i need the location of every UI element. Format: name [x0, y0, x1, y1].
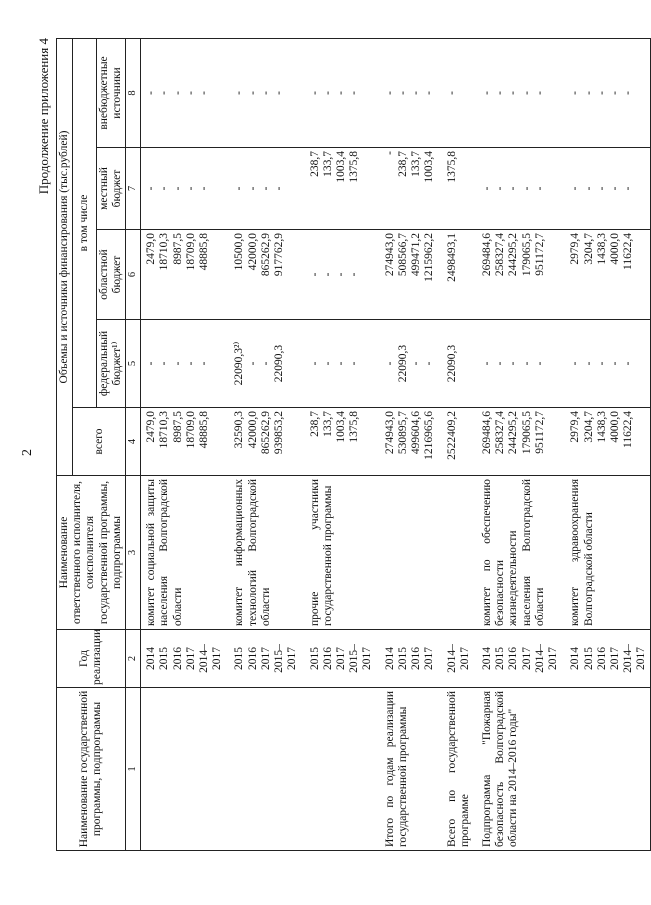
- page-number: 2: [20, 449, 35, 456]
- table-row: [141, 38, 226, 850]
- table-row: [301, 38, 376, 850]
- cell-years: 2015 2016 2017 2015–2017: [225, 630, 300, 688]
- cell-program: Подпрограмма "Пожарная безопасность Волгоградской области на 2014–2016 годы": [473, 688, 561, 851]
- cell-total: 274943,0 530895,7 499604,6 1216965,6: [376, 408, 438, 476]
- cell-regional: 269484,6 258327,4 244295,2 179065,5 951172,7: [473, 230, 561, 320]
- cell-extra: - - - -: [376, 38, 438, 147]
- header-federal: федеральный бюджет¹⁾: [96, 320, 125, 408]
- cell-local: - 238,7 133,7 1003,4: [376, 148, 438, 230]
- column-number: 3: [126, 476, 141, 630]
- cell-executor: комитет социальной защиты населения Волгоградской области: [141, 476, 226, 630]
- cell-program: [561, 688, 650, 851]
- cell-years: 2014 2015 2016 2017: [376, 630, 438, 688]
- header-regional: областной бюджет: [96, 230, 125, 320]
- header-total: всего: [73, 408, 126, 476]
- cell-executor: комитет информационных технологий Волгоградской области: [225, 476, 300, 630]
- cell-extra: - - - - -: [141, 38, 226, 147]
- cell-regional: 274943,0 508566,7 499471,2 1215962,2: [376, 230, 438, 320]
- cell-extra: - - - - -: [473, 38, 561, 147]
- cell-regional: 10500,0 42000,0 865262,9 917762,9: [225, 230, 300, 320]
- cell-extra: - - - -: [301, 38, 376, 147]
- header-executor: Наименование ответственного исполнителя, соисполнителя государственной программы, подпрограммы: [57, 476, 126, 630]
- cell-federal: - - - - -: [141, 320, 226, 408]
- cell-program: Итого по годам реализации государственной программы: [376, 688, 438, 851]
- cell-program: Всего по государственной программе: [438, 688, 473, 851]
- cell-total: 2979,4 3204,7 1438,3 4000,0 11622,4: [561, 408, 650, 476]
- cell-extra: -: [438, 38, 473, 147]
- cell-executor: комитет здравоохранения Волгоградской области: [561, 476, 650, 630]
- financing-table: [56, 38, 651, 851]
- continuation-label: Продолжение приложения 4: [36, 38, 51, 195]
- cell-regional: 2979,4 3204,7 1438,3 4000,0 11622,4: [561, 230, 650, 320]
- cell-years: 2015 2016 2017 2015–2017: [301, 630, 376, 688]
- cell-federal: 22090,3: [438, 320, 473, 408]
- cell-executor: прочие участники государственной программы: [301, 476, 376, 630]
- cell-local: - - - - -: [473, 148, 561, 230]
- table-row: [438, 38, 473, 850]
- cell-federal: - - - - -: [561, 320, 650, 408]
- cell-local: 238,7 133,7 1003,4 1375,8: [301, 148, 376, 230]
- header-including: в том числе: [73, 38, 96, 407]
- cell-years: 2014 2015 2016 2017 2014–2017: [473, 630, 561, 688]
- cell-local: - - - - -: [561, 148, 650, 230]
- cell-years: 2014 2015 2016 2017 2014–2017: [561, 630, 650, 688]
- cell-regional: 2479,0 18710,3 8987,5 18709,0 48885,8: [141, 230, 226, 320]
- column-number: 1: [126, 688, 141, 851]
- table-row: [473, 38, 561, 850]
- column-number: 8: [126, 38, 141, 147]
- cell-years: 2014 2015 2016 2017 2014–2017: [141, 630, 226, 688]
- cell-federal: - - - - -: [473, 320, 561, 408]
- cell-regional: - - - -: [301, 230, 376, 320]
- cell-local: - - - -: [225, 148, 300, 230]
- cell-local: 1375,8: [438, 148, 473, 230]
- table-row: [561, 38, 650, 850]
- cell-federal: - - - -: [301, 320, 376, 408]
- cell-executor: комитет по обеспечению безопасности жизнедеятельности населения Волгоградской области: [473, 476, 561, 630]
- column-number: 7: [126, 148, 141, 230]
- cell-total: 2479,0 18710,3 8987,5 18709,0 48885,8: [141, 408, 226, 476]
- header-volumes: Объемы и источники финансирования (тыс.рублей): [57, 38, 73, 475]
- cell-total: 238,7 133,7 1003,4 1375,8: [301, 408, 376, 476]
- cell-local: - - - - -: [141, 148, 226, 230]
- header-year: Год реализации: [57, 630, 126, 688]
- cell-total: 269484,6 258327,4 244295,2 179065,5 951172,7: [473, 408, 561, 476]
- table-row: [376, 38, 438, 850]
- cell-extra: - - - - -: [561, 38, 650, 147]
- header-program: Наименование государственной программы, подпрограммы: [57, 688, 126, 851]
- table-row: [225, 38, 300, 850]
- cell-federal: 22090,3²⁾ - - 22090,3: [225, 320, 300, 408]
- cell-program: [301, 688, 376, 851]
- cell-regional: 2498493,1: [438, 230, 473, 320]
- column-number: 2: [126, 630, 141, 688]
- header-local: местный бюджет: [96, 148, 125, 230]
- column-number: 5: [126, 320, 141, 408]
- cell-program: [225, 688, 300, 851]
- cell-extra: - - - -: [225, 38, 300, 147]
- cell-executor: [438, 476, 473, 630]
- cell-federal: - 22090,3 - -: [376, 320, 438, 408]
- cell-executor: [376, 476, 438, 630]
- cell-program: [141, 688, 226, 851]
- column-number: 6: [126, 230, 141, 320]
- cell-years: 2014–2017: [438, 630, 473, 688]
- cell-total: 32590,3 42000,0 865262,9 939853,2: [225, 408, 300, 476]
- cell-total: 2522409,2: [438, 408, 473, 476]
- header-extra: внебюджетные источники: [96, 38, 125, 147]
- column-number: 4: [126, 408, 141, 476]
